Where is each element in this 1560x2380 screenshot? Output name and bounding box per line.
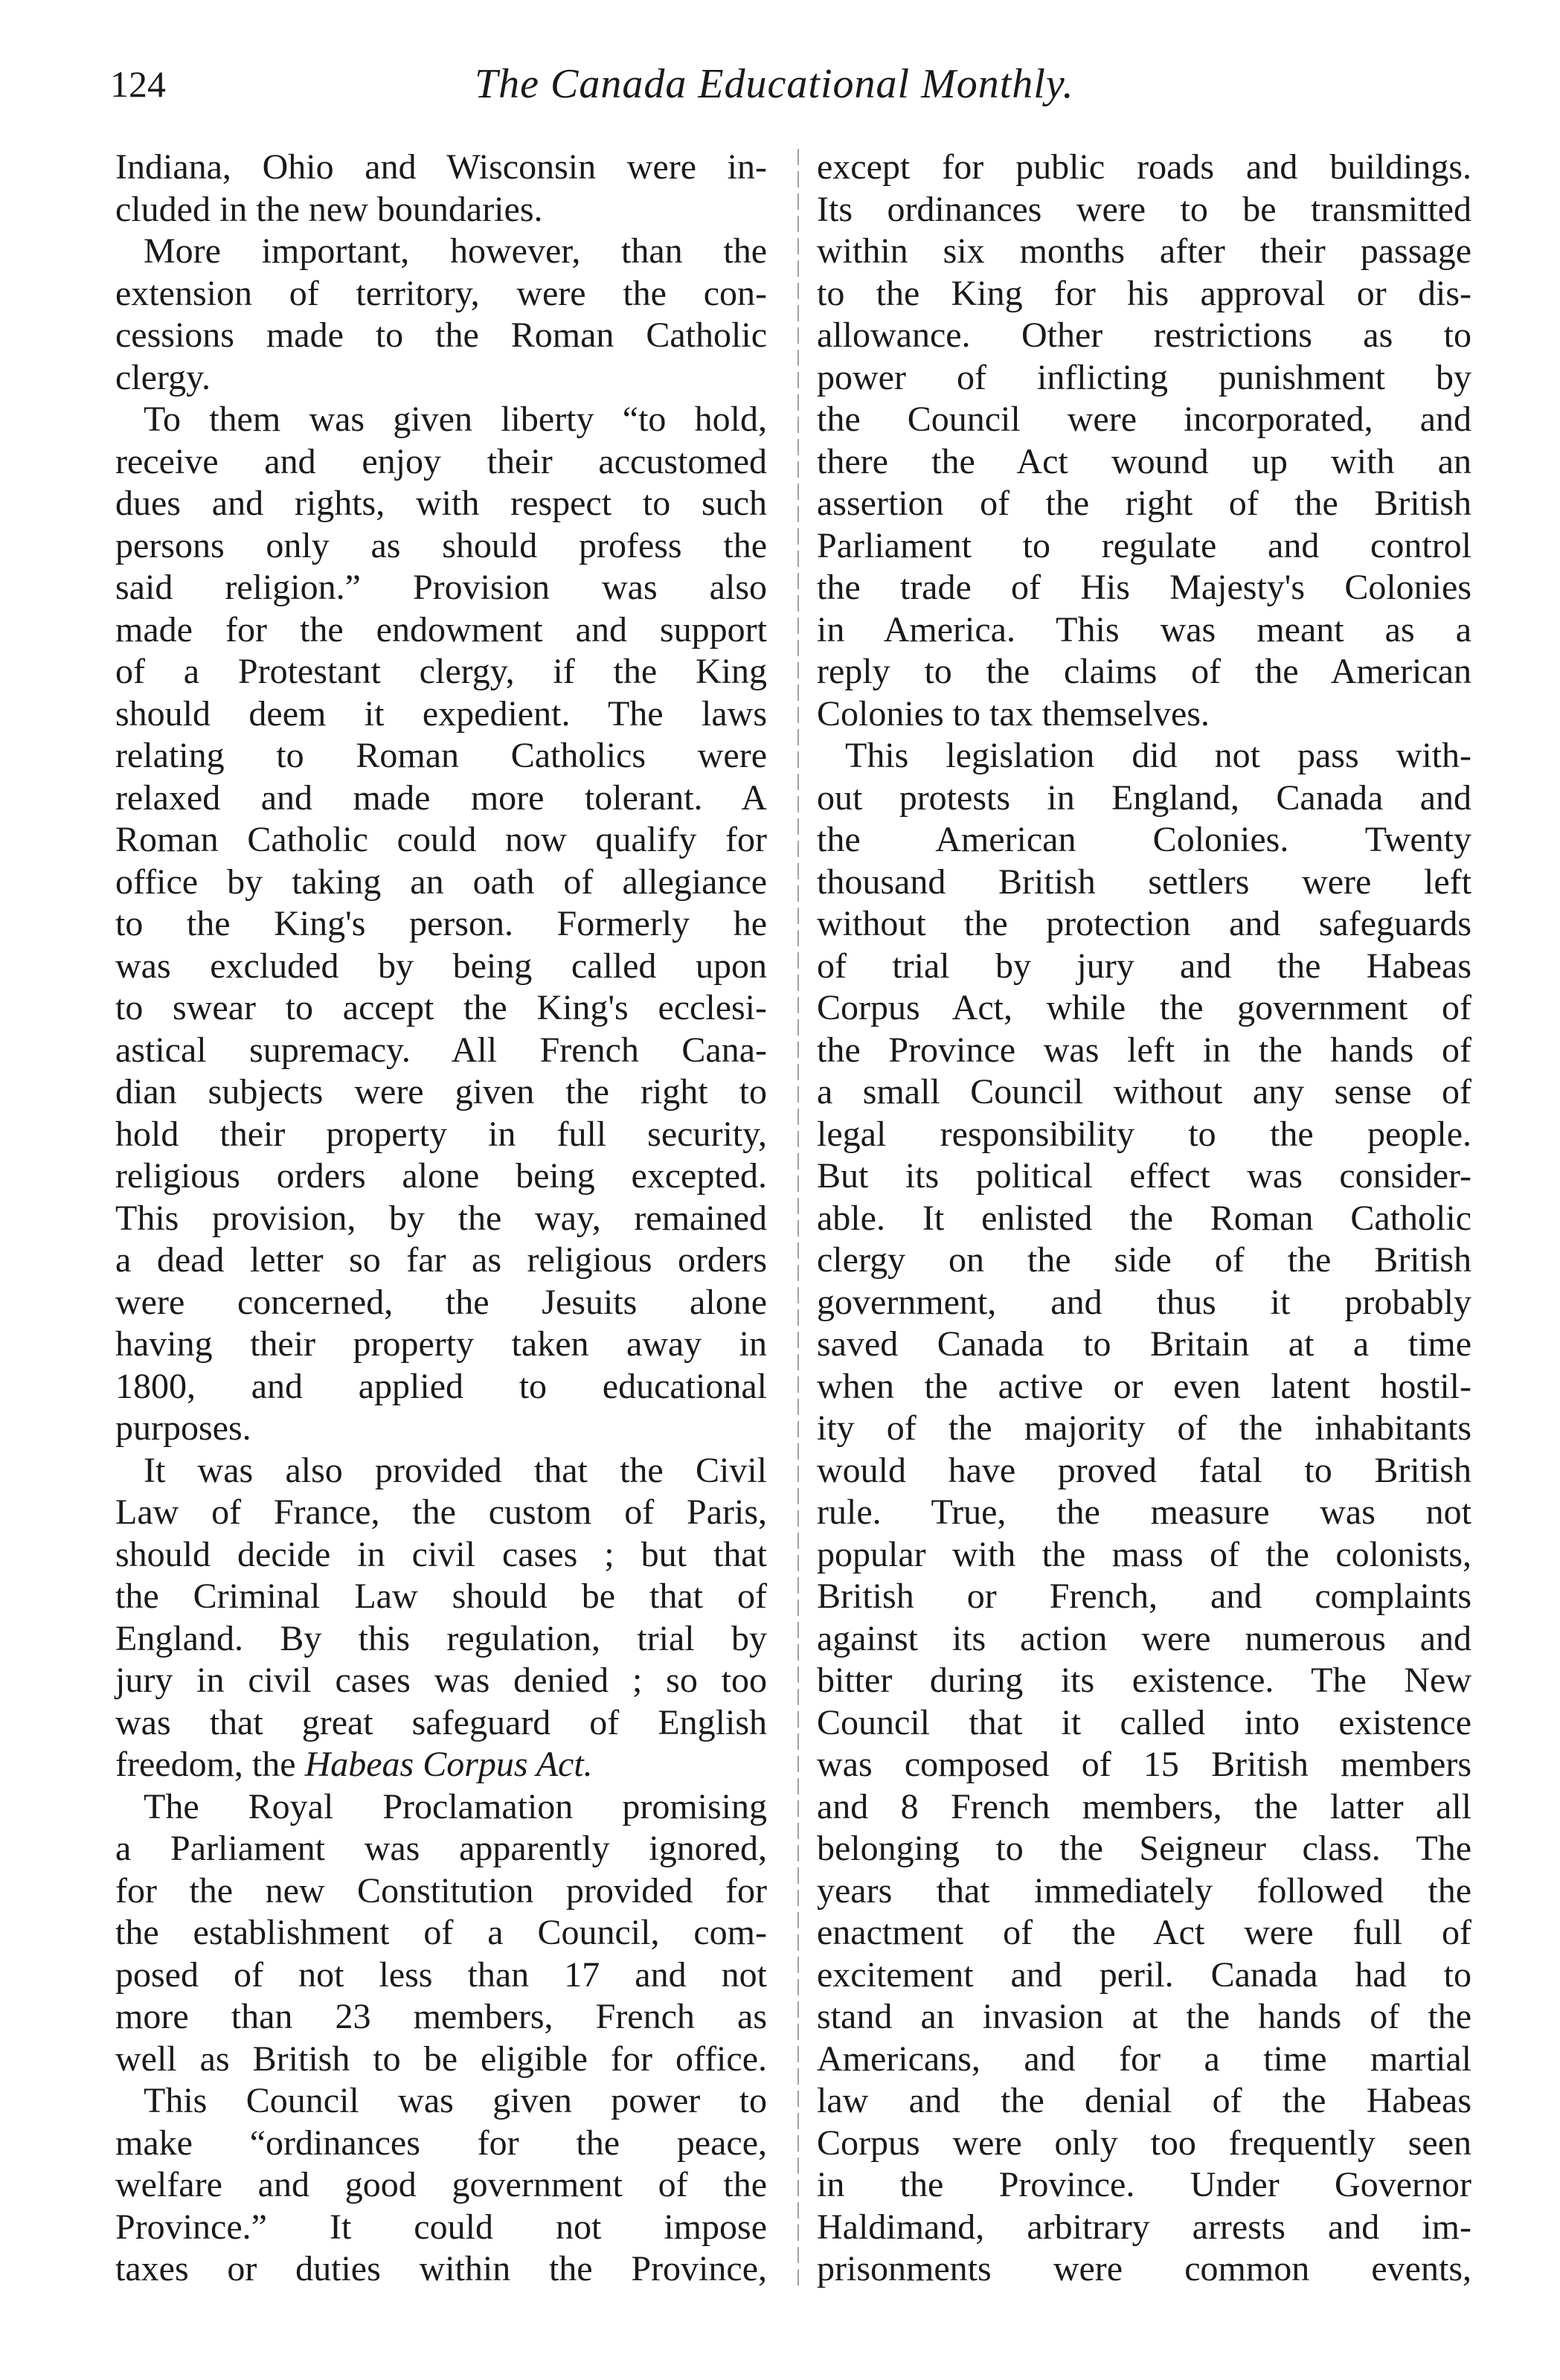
text-line: having their property taken away in xyxy=(115,1324,767,1364)
text-line: jury in civil cases was denied ; so too xyxy=(115,1661,767,1700)
text-fragment: freedom, the xyxy=(115,1745,296,1784)
text-line: popular with the mass of the colonists, xyxy=(817,1534,1471,1574)
text-line: office by taking an oath of allegiance xyxy=(115,862,767,902)
text-line: thousand British settlers were left xyxy=(817,862,1471,902)
text-line: the Province was left in the hands of xyxy=(817,1030,1471,1070)
text-line: Colonies to tax themselves. xyxy=(817,693,1210,734)
text-line: power of inflicting punishment by xyxy=(817,357,1471,397)
text-line: there the Act wound up with an xyxy=(817,441,1471,481)
text-line: would have proved fatal to British xyxy=(817,1450,1471,1490)
text-line: relaxed and made more tolerant. A xyxy=(115,777,767,818)
left-column xyxy=(115,147,767,2291)
text-line: saved Canada to Britain at a time xyxy=(817,1324,1471,1364)
text-line: Law of France, the custom of Paris, xyxy=(115,1492,767,1532)
text-line: enactment of the Act were full of xyxy=(817,1913,1471,1952)
text-line: This provision, by the way, remained xyxy=(115,1198,767,1238)
text-line: more than 23 members, French as xyxy=(115,1997,767,2036)
text-line: without the protection and safeguards xyxy=(817,904,1471,943)
paragraph-start-line: The Royal Proclamation promising xyxy=(144,1786,767,1826)
text-line: should decide in civil cases ; but that xyxy=(115,1534,767,1574)
text-line: Corpus were only too frequently seen xyxy=(817,2123,1471,2163)
text-line: 1800, and applied to educational xyxy=(115,1366,767,1406)
text-line: assertion of the right of the British xyxy=(817,484,1471,523)
text-line: when the active or even latent hostil- xyxy=(817,1366,1471,1406)
text-line: well as British to be eligible for office. xyxy=(115,2039,767,2079)
text-line: British or French, and complaints xyxy=(817,1576,1471,1616)
text-line: to the King's person. Formerly he xyxy=(115,904,767,943)
text-line: against its action were numerous and xyxy=(817,1618,1471,1658)
text-line: Parliament to regulate and control xyxy=(817,525,1471,565)
text-line: were concerned, the Jesuits alone xyxy=(115,1282,767,1322)
column-divider xyxy=(797,149,799,2291)
text-line: Its ordinances were to be transmitted xyxy=(817,189,1471,229)
paragraph-start-line: More important, however, than the xyxy=(144,231,767,271)
text-line: hold their property in full security, xyxy=(115,1114,767,1154)
text-line: to swear to accept the King's ecclesi- xyxy=(115,988,767,1027)
text-line: said religion.” Provision was also xyxy=(115,568,767,607)
paragraph-start-line: It was also provided that the Civil xyxy=(144,1450,767,1490)
text-line: persons only as should profess the xyxy=(115,525,767,565)
text-line: was composed of 15 British members xyxy=(817,1745,1471,1784)
text-line: excitement and peril. Canada had to xyxy=(817,1954,1471,1995)
text-line: of a Protestant clergy, if the King xyxy=(115,652,767,691)
text-line: a small Council without any sense of xyxy=(817,1072,1471,1112)
text-line: cluded in the new boundaries. xyxy=(115,189,543,229)
text-line: except for public roads and buildings. xyxy=(817,147,1471,187)
text-line: clergy on the side of the British xyxy=(817,1240,1471,1280)
text-line xyxy=(115,1744,767,1786)
text-line: law and the denial of the Habeas xyxy=(817,2081,1471,2120)
paragraph-start-line: This Council was given power to xyxy=(144,2081,767,2120)
text-line: prisonments were common events, xyxy=(817,2249,1471,2288)
paragraph-start-line: To them was given liberty “to hold, xyxy=(144,400,767,439)
italic-phrase: Habeas Corpus Act. xyxy=(304,1745,593,1784)
text-line: dian subjects were given the right to xyxy=(115,1072,767,1112)
text-line: purposes. xyxy=(115,1408,251,1448)
text-line: and 8 French members, the latter all xyxy=(817,1786,1471,1826)
text-line: for the new Constitution provided for xyxy=(115,1870,767,1911)
text-line: welfare and good government of the xyxy=(115,2165,767,2204)
text-line: of trial by jury and the Habeas xyxy=(817,946,1471,986)
text-line: allowance. Other restrictions as to xyxy=(817,315,1471,355)
text-line: years that immediately followed the xyxy=(817,1870,1471,1911)
text-line: Haldimand, arbitrary arrests and im- xyxy=(817,2207,1471,2247)
text-line: taxes or duties within the Province, xyxy=(115,2249,767,2288)
text-line: Roman Catholic could now qualify for xyxy=(115,820,767,859)
text-line: a dead letter so far as religious orders xyxy=(115,1240,767,1280)
text-line: Province.” It could not impose xyxy=(115,2207,767,2247)
text-line: bitter during its existence. The New xyxy=(817,1661,1471,1700)
text-line: belonging to the Seigneur class. The xyxy=(817,1829,1471,1868)
text-line: relating to Roman Catholics were xyxy=(115,736,767,775)
text-line: ity of the majority of the inhabitants xyxy=(817,1408,1471,1448)
text-line: in the Province. Under Governor xyxy=(817,2165,1471,2204)
text-line: made for the endowment and support xyxy=(115,609,767,649)
text-line: a Parliament was apparently ignored, xyxy=(115,1829,767,1868)
text-line: able. It enlisted the Roman Catholic xyxy=(817,1198,1471,1238)
text-line: Americans, and for a time martial xyxy=(817,2039,1471,2079)
text-line: Indiana, Ohio and Wisconsin were in- xyxy=(115,147,767,187)
text-line: religious orders alone being excepted. xyxy=(115,1156,767,1196)
page-header xyxy=(110,58,1464,110)
text-line: posed of not less than 17 and not xyxy=(115,1954,767,1995)
text-line: extension of territory, were the con- xyxy=(115,273,767,313)
text-line: dues and rights, with respect to such xyxy=(115,484,767,523)
text-line: the trade of His Majesty's Colonies xyxy=(817,568,1471,607)
text-line: to the King for his approval or dis- xyxy=(817,273,1471,313)
paragraph-start-line: This legislation did not pass with- xyxy=(845,736,1471,775)
text-line: out protests in England, Canada and xyxy=(817,777,1471,818)
text-line: was that great safeguard of English xyxy=(115,1702,767,1742)
text-line: cessions made to the Roman Catholic xyxy=(115,315,767,355)
text-line: make “ordinances for the peace, xyxy=(115,2123,767,2163)
text-line: reply to the claims of the American xyxy=(817,652,1471,691)
text-line: the Criminal Law should be that of xyxy=(115,1576,767,1616)
text-line: within six months after their passage xyxy=(817,231,1471,271)
text-line: legal responsibility to the people. xyxy=(817,1114,1471,1154)
right-column xyxy=(817,147,1471,2291)
text-line: was excluded by being called upon xyxy=(115,946,767,986)
text-line: astical supremacy. All French Cana- xyxy=(115,1030,767,1070)
text-line: England. By this regulation, trial by xyxy=(115,1618,767,1658)
text-line: clergy. xyxy=(115,357,211,397)
text-line: Corpus Act, while the government of xyxy=(817,988,1471,1027)
text-line: But its political effect was consider- xyxy=(817,1156,1471,1196)
text-line: the establishment of a Council, com- xyxy=(115,1913,767,1952)
text-line: rule. True, the measure was not xyxy=(817,1492,1471,1532)
text-line: the American Colonies. Twenty xyxy=(817,820,1471,859)
text-line: should deem it expedient. The laws xyxy=(115,693,767,734)
page-number: 124 xyxy=(110,63,166,105)
text-line: the Council were incorporated, and xyxy=(817,400,1471,439)
text-line: government, and thus it probably xyxy=(817,1282,1471,1322)
text-line: Council that it called into existence xyxy=(817,1702,1471,1742)
text-line: receive and enjoy their accustomed xyxy=(115,441,767,481)
text-line: in America. This was meant as a xyxy=(817,609,1471,649)
running-title: The Canada Educational Monthly. xyxy=(475,61,1074,107)
text-line: stand an invasion at the hands of the xyxy=(817,1997,1471,2036)
